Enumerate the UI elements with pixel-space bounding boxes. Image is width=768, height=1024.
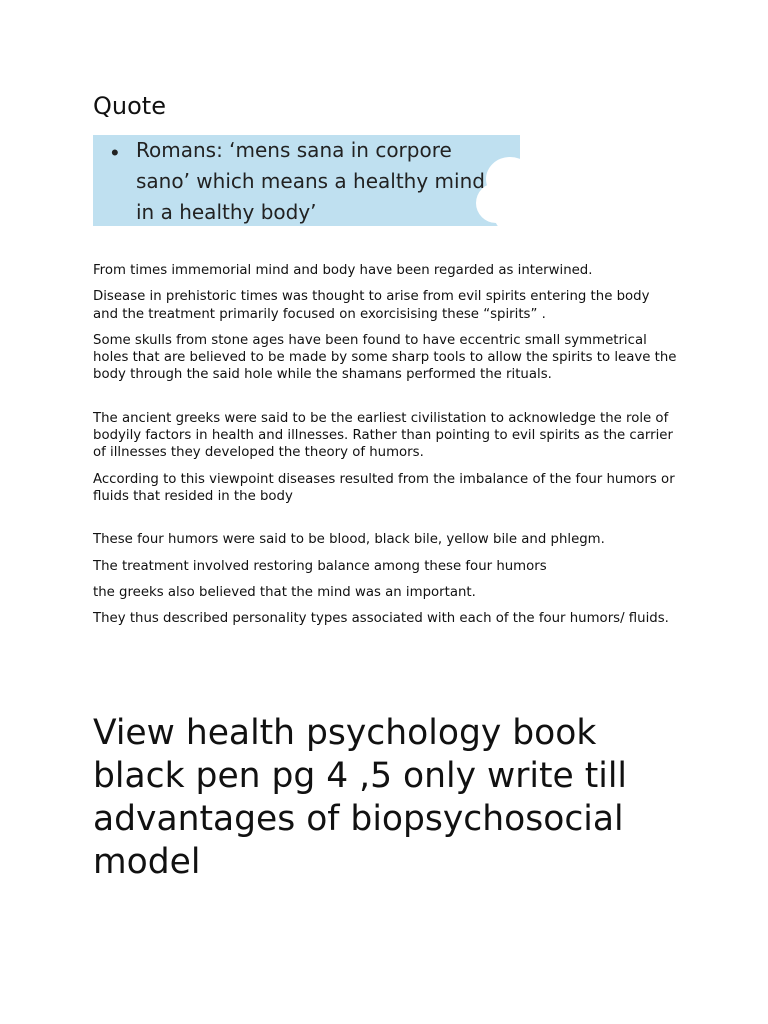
paragraph: Disease in prehistoric times was thought to arise from evil spirits entering the body and the treatment primarily focused on exorcisising these “spirits” .	[93, 289, 650, 322]
paragraph: These four humors were said to be blood, black bile, yellow bile and phlegm.	[93, 532, 605, 548]
body-text	[93, 262, 678, 636]
large-note: View health psychology book black pen pg 4 ,5 only write till advantages of biopsychosocial model	[93, 713, 627, 882]
paragraph: From times immemorial mind and body have been regarded as interwined.	[93, 263, 593, 278]
paragraph: The ancient greeks were said to be the earliest civilistation to acknowledge the role of bodyily factors in health and illnesses. Rather than pointing to evil spirits as the carrier of illnesses they developed the theory of humors.	[93, 410, 673, 461]
heading-quote: Quote	[93, 92, 166, 120]
quote-image	[93, 135, 520, 226]
paragraph: the greeks also believed that the mind was an important.	[93, 584, 476, 600]
paragraph: The treatment involved restoring balance among these four humors	[93, 558, 547, 574]
quote-bullet: •	[111, 140, 119, 165]
paragraph: Some skulls from stone ages have been found to have eccentric small symmetrical holes that are believed to be made by some sharp tools to allow the spirits to leave the body through the said hole while the shamans performed the rituals.	[93, 332, 677, 383]
quote-text: Romans: ‘mens sana in corpore sano’ which means a healthy mind in a healthy body’	[136, 138, 485, 224]
paragraph: According to this viewpoint diseases resulted from the imbalance of the four humors or fluids that resided in the body	[93, 471, 675, 504]
paragraph: They thus described personality types associated with each of the four humors/ fluids.	[93, 611, 669, 627]
